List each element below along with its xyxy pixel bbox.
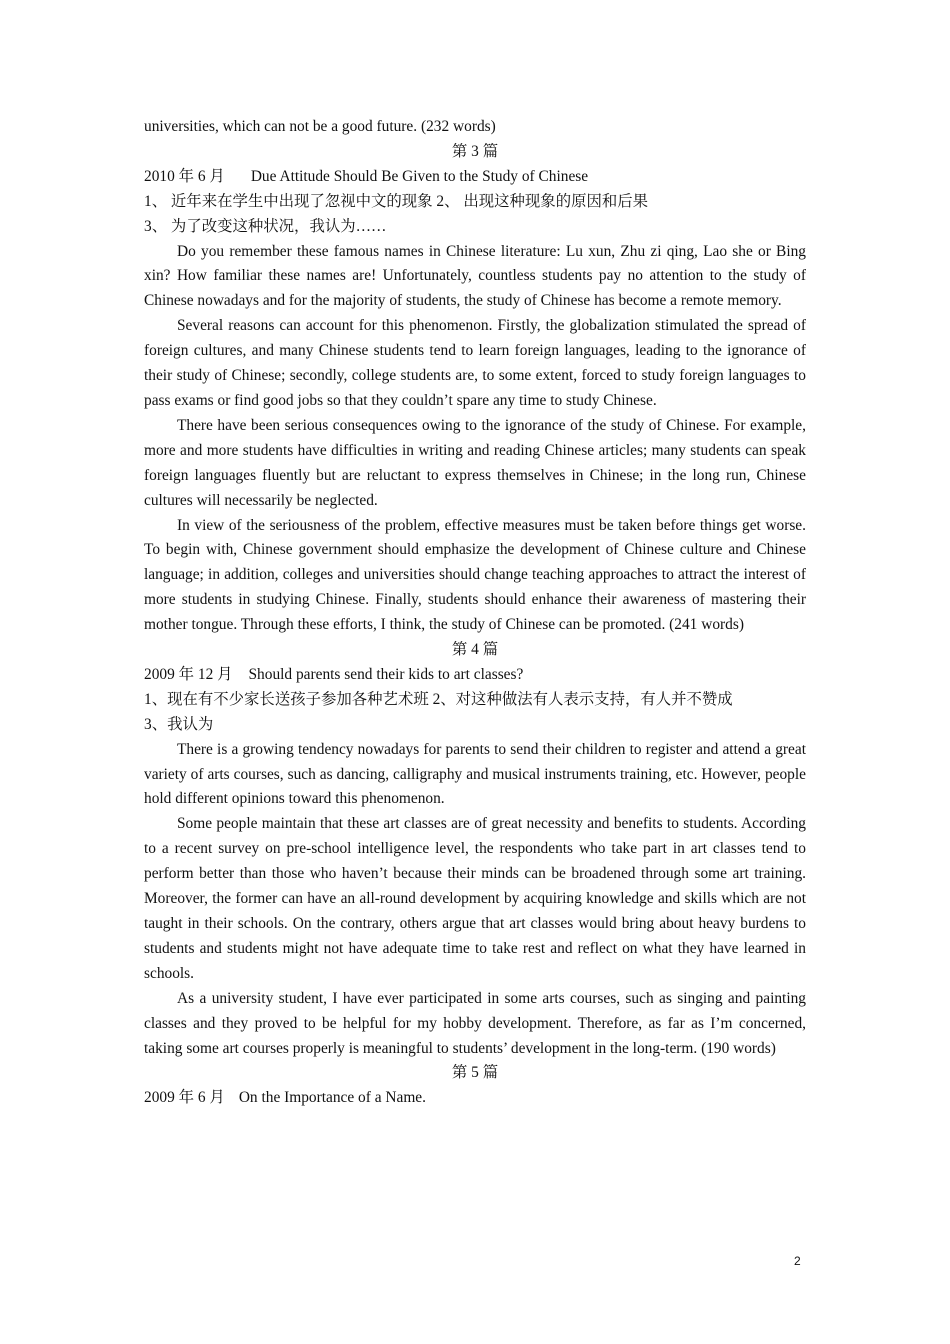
essay-date-title <box>144 1086 806 1111</box>
essay-outline-line: 1、现在有不少家长送孩子参加各种艺术班 2、对这种做法有人表示支持，有人并不赞成 <box>144 690 733 708</box>
essay-date: 2010 年 6 月 <box>144 167 225 185</box>
section-heading: 第 5 篇 <box>451 1064 499 1082</box>
page-content <box>144 115 806 1111</box>
essay-2-closing-line: universities, which can not be a good future. (232 words) <box>144 118 496 135</box>
essay-paragraph: Do you remember these famous names in Chinese literature: Lu xun, Zhu zi qing, Lao she or Bing xin? How familiar these names are! Unfortunately, countless students pay no attention to the study of Chinese nowadays and for the majority of students, the study of Chinese has become a remote memory. <box>144 242 806 310</box>
section-heading: 第 4 篇 <box>451 641 499 659</box>
essay-paragraph: Some people maintain that these art classes are of great necessity and benefits to students. According to a recent survey on pre-school intelligence level, the respondents who take part in art classes tend to perform better than those who haven’t because their minds can be broadened through some art training. Moreover, the former can have an all-round development by acquiring knowledge and skills which are not taught in their schools. On the contrary, others argue that art classes would bring about heavy burdens to students and students might not have adequate time to take rest and reflect on what they have learned in schools. <box>144 815 806 982</box>
essay-paragraph: There have been serious consequences owing to the ignorance of the study of Chinese. For example, more and more students have difficulties in writing and reading Chinese articles; many students can speak foreign languages fluently but are reluctant to express themselves in Chinese; in the long run, Chinese cultures will necessarily be neglected. <box>144 416 806 509</box>
essay-outline-line: 3、 为了改变这种状况，我认为…… <box>144 217 387 235</box>
essay-section-5 <box>144 1061 806 1111</box>
essay-title: On the Importance of a Name. <box>238 1089 426 1107</box>
essay-title: Should parents send their kids to art classes? <box>248 665 524 683</box>
essay-outline-line: 1、 近年来在学生中出现了忽视中文的现象 2、 出现这种现象的原因和后果 <box>144 192 649 210</box>
essay-paragraph: As a university student, I have ever participated in some arts courses, such as singing and painting classes and they proved to be helpful for my hobby development. Therefore, as far as I’m concerned, taking some art courses properly is meaningful to students’ development in the long-term. (190 words) <box>144 989 806 1057</box>
section-heading: 第 3 篇 <box>451 142 499 160</box>
essay-outline-line: 3、我认为 <box>144 715 214 733</box>
essay-title: Due Attitude Should Be Given to the Study of Chinese <box>250 167 589 185</box>
essay-section-4 <box>144 638 806 1061</box>
essay-section-3 <box>144 140 806 638</box>
page-number: 2 <box>794 1254 801 1268</box>
essay-paragraph: In view of the seriousness of the problem, effective measures must be taken before things get worse. To begin with, Chinese government should emphasize the development of Chinese culture and Chinese language; in addition, colleges and universities should change teaching approaches to attract the interest of more students in studying Chinese. Finally, students should enhance their awareness of mastering their mother tongue. Through these efforts, I think, the study of Chinese can be promoted. (241 words) <box>144 516 806 634</box>
essay-date-title <box>144 165 806 190</box>
essay-paragraph: Several reasons can account for this phenomenon. Firstly, the globalization stimulated the spread of foreign cultures, and many Chinese students tend to learn foreign languages, leading to the ignorance of their study of Chinese; secondly, college students are, to some extent, forced to study foreign languages to pass exams or find good jobs so that they couldn’t spare any time to study Chinese. <box>144 317 806 409</box>
essay-date: 2009 年 12 月 <box>144 665 233 683</box>
essay-paragraph: There is a growing tendency nowadays for parents to send their children to register and attend a great variety of arts courses, such as dancing, calligraphy and musical instruments training, etc. However, people hold different opinions toward this phenomenon. <box>144 740 806 808</box>
essay-date-title <box>144 663 806 688</box>
essay-date: 2009 年 6 月 <box>144 1089 225 1107</box>
